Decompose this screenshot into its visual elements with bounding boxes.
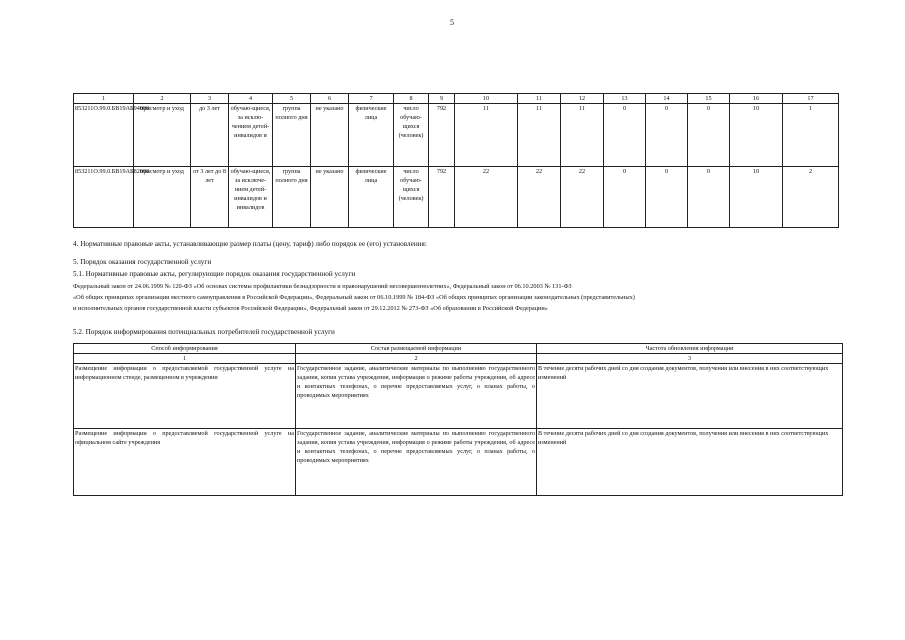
column-number: 11 — [518, 94, 561, 104]
consumers: физические лица — [349, 104, 394, 167]
column-number: 3 — [191, 94, 229, 104]
column-number: 10 — [455, 94, 518, 104]
deviation-percent: 10 — [730, 167, 783, 228]
deviation-percent: 10 — [730, 104, 783, 167]
indicator: не указано — [311, 104, 349, 167]
section-5-heading: 5. Порядок оказания государственной услуги — [73, 258, 212, 266]
deviation-absolute: 2 — [783, 167, 839, 228]
service-name: присмотр и уход — [134, 167, 191, 228]
information-procedure-table — [73, 343, 843, 496]
service-name: присмотр и уход — [134, 104, 191, 167]
okei-code: 792 — [429, 167, 455, 228]
value: 0 — [604, 167, 646, 228]
indicator: не указано — [311, 167, 349, 228]
column-number: 8 — [394, 94, 429, 104]
consumers: физические лица — [349, 167, 394, 228]
table-row — [74, 104, 839, 167]
value: 0 — [688, 104, 730, 167]
info-method: Размещение информации о предоставляемой государственной услуге на официальном сайте учреждения — [74, 429, 296, 496]
registry-code: 853211О.99.0.БВ19АБ94000 — [74, 104, 134, 167]
column-header: Способ информирования — [74, 344, 296, 354]
header-row — [74, 344, 843, 354]
column-number: 5 — [273, 94, 311, 104]
column-number: 12 — [561, 94, 604, 104]
category: обучаю-щиеся, за исклю-чением детей-инвалидов и — [229, 104, 273, 167]
column-number: 2 — [296, 354, 537, 364]
value: 11 — [518, 104, 561, 167]
okei-code: 792 — [429, 104, 455, 167]
value: 11 — [455, 104, 518, 167]
law-line: «Об общих принципах организации местного самоуправления в Российской Федерации», Федеральный закон от 06.10.1999 № 184-ФЗ «Об общих принципах организации законодательных (представительных) — [73, 294, 635, 301]
value: 22 — [561, 167, 604, 228]
age-group: до 3 лет — [191, 104, 229, 167]
value: 11 — [561, 104, 604, 167]
unit: число обучаю-щихся (человек) — [394, 167, 429, 228]
deviation-absolute: 1 — [783, 104, 839, 167]
category: обучаю-щиеся, за исключе-нием детей-инвалидов и инвалидов — [229, 167, 273, 228]
group-type: группа полного дня — [273, 104, 311, 167]
info-content: Государственное задание, аналитические материалы по выполнению государственного задания, копия устава учреждения, информация о режиме работы учреждения, об адресе и контактных телефонах, о перечне предоставляемых услуг, о планах работы, о проводимых мероприятиях — [296, 429, 537, 496]
column-number: 6 — [311, 94, 349, 104]
column-number: 13 — [604, 94, 646, 104]
service-volume-table — [73, 93, 839, 228]
column-number-row — [74, 354, 843, 364]
info-content: Государственное задание, аналитические материалы по выполнению государственного задания, копия устава учреждения, информация о режиме работы учреждения, об адресе и контактных телефонах, о перечне предоставляемых услуг, о планах работы, о проводимых мероприятиях — [296, 364, 537, 429]
value: 22 — [518, 167, 561, 228]
column-number: 4 — [229, 94, 273, 104]
table-row — [74, 167, 839, 228]
unit: число обучаю-щихся (человек) — [394, 104, 429, 167]
column-number: 17 — [783, 94, 839, 104]
value: 0 — [604, 104, 646, 167]
info-method: Размещение информации о предоставляемой государственной услуге на информационном стенде, размещенном в учреждении — [74, 364, 296, 429]
age-group: от 3 лет до 8 лет — [191, 167, 229, 228]
section-5-2-heading: 5.2. Порядок информирования потенциальных потребителей государственной услуги — [73, 328, 335, 336]
column-header: Состав размещаемой информации — [296, 344, 537, 354]
value: 0 — [646, 167, 688, 228]
section-4-heading: 4. Нормативные правовые акты, устанавливающие размер платы (цену, тариф) либо порядок ее (его) установления: — [73, 240, 427, 248]
column-number: 16 — [730, 94, 783, 104]
law-line: и исполнительных органов государственной власти субъектов Российской Федерации», Федеральный закон от 29.12.2012 № 273-ФЗ «Об образовании в Российской Федерации» — [73, 305, 548, 312]
registry-code: 853211О.99.0.БВ19АБ82000 — [74, 167, 134, 228]
value: 0 — [646, 104, 688, 167]
column-header: Частота обновления информации — [537, 344, 843, 354]
value: 0 — [688, 167, 730, 228]
value: 22 — [455, 167, 518, 228]
table-row — [74, 364, 843, 429]
law-line: Федеральный закон от 24.06.1999 № 120-ФЗ «Об основах системы профилактики безнадзорности и правонарушений несовершеннолетних», Федеральный закон от 06.10.2003 № 131-ФЗ — [73, 283, 572, 290]
column-number: 15 — [688, 94, 730, 104]
column-number: 14 — [646, 94, 688, 104]
page-number: 5 — [450, 18, 454, 27]
table-row — [74, 429, 843, 496]
column-number: 2 — [134, 94, 191, 104]
column-number: 1 — [74, 354, 296, 364]
info-frequency: В течение десяти рабочих дней со дня создания документов, получения или внесения в них соответствующих изменений — [537, 429, 843, 496]
column-number: 3 — [537, 354, 843, 364]
section-5-1-heading: 5.1. Нормативные правовые акты, регулирующие порядок оказания государственной услуги — [73, 270, 356, 278]
group-type: группа полного дня — [273, 167, 311, 228]
column-number: 7 — [349, 94, 394, 104]
info-frequency: В течение десяти рабочих дней со дня создания документов, получения или внесения в них соответствующих изменений — [537, 364, 843, 429]
column-number: 1 — [74, 94, 134, 104]
column-number: 9 — [429, 94, 455, 104]
column-number-row — [74, 94, 839, 104]
